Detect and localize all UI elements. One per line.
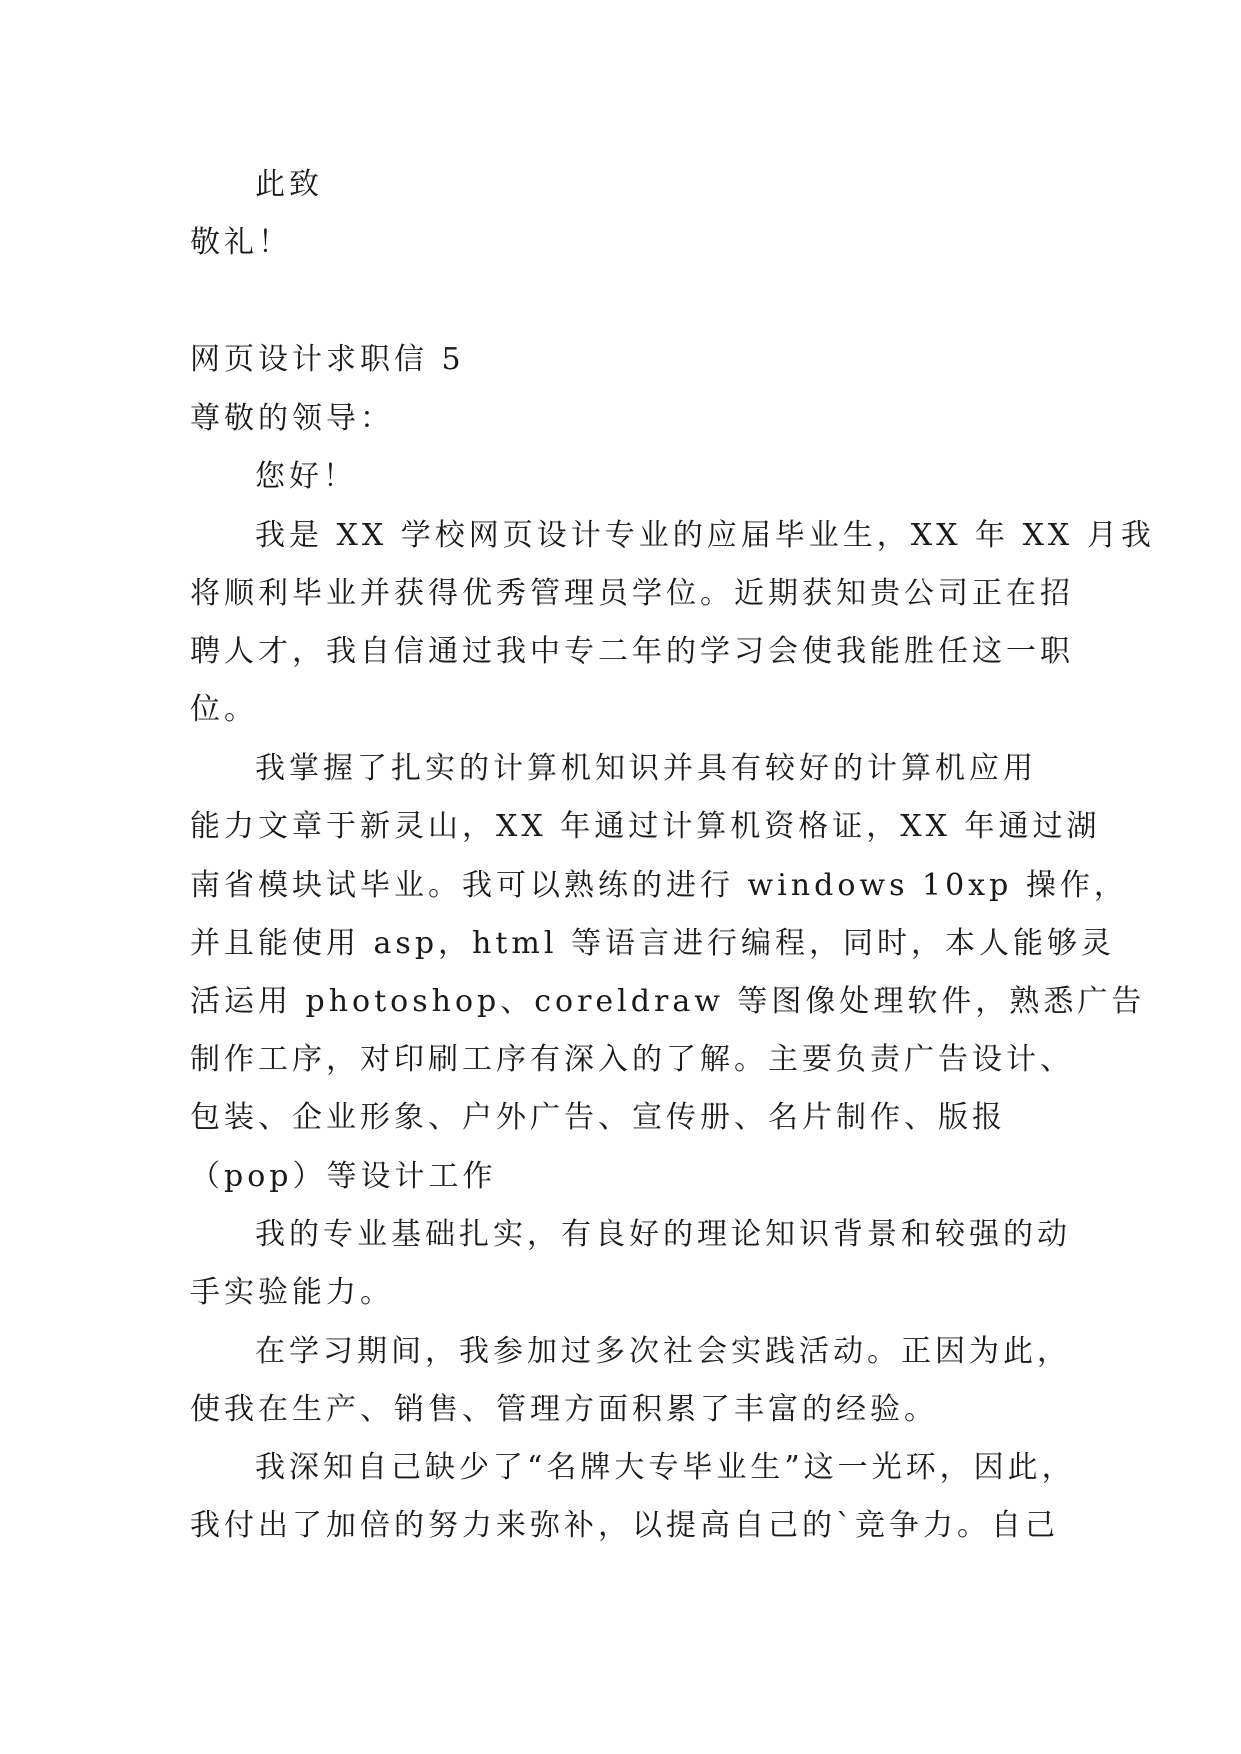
paragraph-2-line: （pop）等设计工作 [190, 1159, 497, 1194]
paragraph-5-line: 我深知自己缺少了“名牌大专毕业生”这一光环，因此， [255, 1450, 1076, 1485]
paragraph-4-line: 使我在生产、销售、管理方面积累了丰富的经验。 [190, 1392, 938, 1427]
paragraph-2-line: 制作工序，对印刷工序有深入的了解。主要负责广告设计、 [190, 1042, 1074, 1077]
salutation: 尊敬的领导： [190, 401, 394, 436]
paragraph-1-line: 我是 XX 学校网页设计专业的应届毕业生，XX 年 XX 月我 [255, 518, 1155, 553]
paragraph-3-line: 我的专业基础扎实，有良好的理论知识背景和较强的动 [255, 1217, 1071, 1252]
letter-title: 网页设计求职信 5 [190, 342, 465, 377]
paragraph-2-line: 南省模块试毕业。我可以熟练的进行 windows 10xp 操作， [190, 868, 1128, 903]
paragraph-5-line: 我付出了加倍的努力来弥补，以提高自己的`竞争力。自己 [190, 1508, 1059, 1543]
paragraph-1-line: 聘人才，我自信通过我中专二年的学习会使我能胜任这一职 [190, 634, 1074, 669]
paragraph-1-line: 将顺利毕业并获得优秀管理员学位。近期获知贵公司正在招 [190, 576, 1074, 611]
paragraph-2-line: 并且能使用 asp，html 等语言进行编程，同时，本人能够灵 [190, 926, 1115, 961]
closing-line-1: 此致 [255, 167, 323, 202]
closing-line-2: 敬礼！ [190, 225, 292, 260]
paragraph-2-line: 活运用 photoshop、coreldraw 等图像处理软件，熟悉广告 [190, 984, 1146, 1019]
paragraph-2-line: 能力文章于新灵山，XX 年通过计算机资格证，XX 年通过湖 [190, 809, 1101, 844]
paragraph-4-line: 在学习期间，我参加过多次社会实践活动。正因为此， [255, 1334, 1071, 1369]
paragraph-2-line: 包装、企业形象、户外广告、宣传册、名片制作、版报 [190, 1100, 1006, 1135]
paragraph-3-line: 手实验能力。 [190, 1275, 394, 1310]
paragraph-1-line: 位。 [190, 692, 258, 727]
greeting: 您好！ [255, 459, 357, 494]
paragraph-2-line: 我掌握了扎实的计算机知识并具有较好的计算机应用 [255, 751, 1037, 786]
